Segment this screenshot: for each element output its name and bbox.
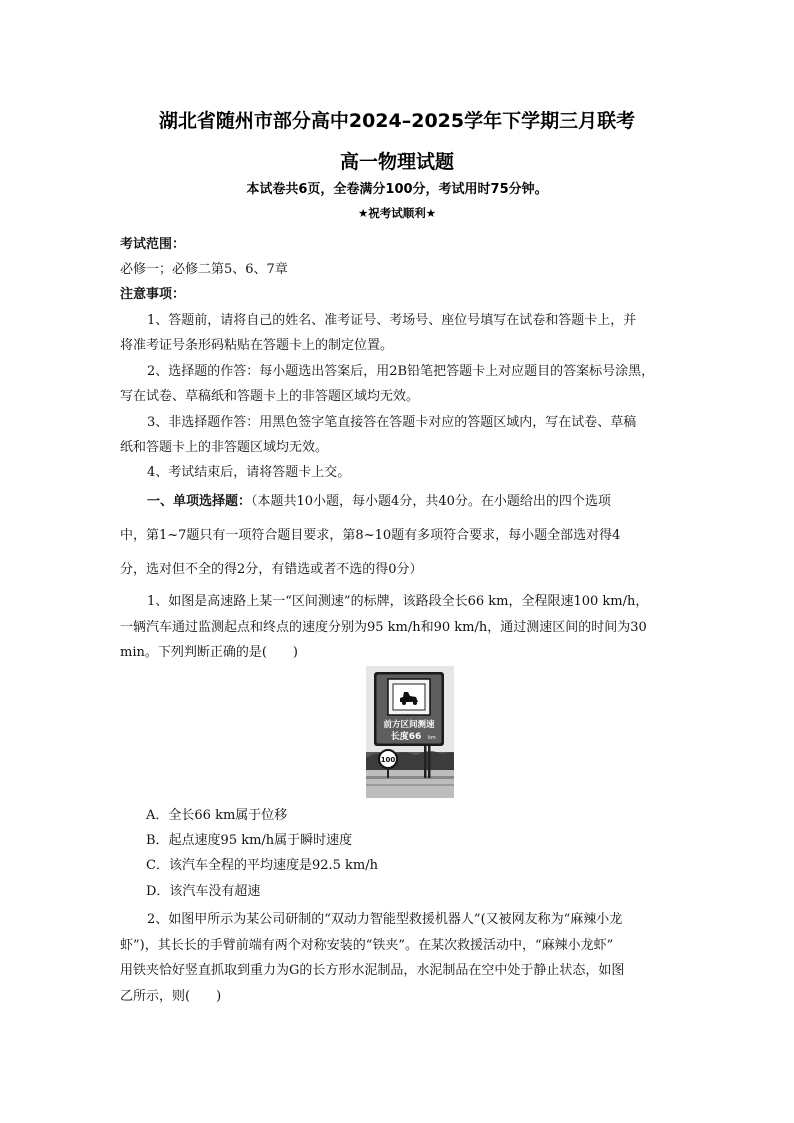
question-2-text: 用铁夹恰好竖直抓取到重力为G的长方形水泥制品，水泥制品在空中处于静止状态，如图: [120, 963, 625, 978]
note-line: 写在试卷、草稿纸和答题卡上的非答题区域均无效。: [120, 389, 420, 404]
section-rule-text: （本题共10小题，每小题4分，共40分。在小题给出的四个选项: [251, 494, 611, 509]
note-line: 4、考试结束后，请将答题卡上交。: [147, 465, 351, 480]
speed-limit-sign: 100: [380, 756, 396, 764]
option-c: C．该汽车全程的平均速度是92.5 km/h: [146, 858, 378, 873]
exam-scope-content: 必修一；必修二第5、6、7章: [120, 262, 288, 277]
option-b: B．起点速度95 km/h属于瞬时速度: [146, 833, 353, 848]
sign-text-line-1: 前方区间测速: [383, 720, 435, 730]
note-line: 2、选择题的作答：每小题选出答案后，用2B铅笔把答题卡上对应题目的答案标号涂黑，: [147, 364, 655, 379]
section-rule-line: [147, 494, 707, 510]
good-luck-note: ★祝考试顺利★: [357, 206, 437, 220]
note-line: 纸和答题卡上的非答题区域均无效。: [120, 440, 329, 455]
question-2-text: 2、如图甲所示为某公司研制的“双动力智能型救援机器人”(又被网友称为“麻辣小龙: [147, 912, 623, 927]
question-1-text: 一辆汽车通过监测起点和终点的速度分别为95 km/h和90 km/h，通过测速区间的时间为30: [120, 620, 647, 635]
section-rule-line: 中，第1~7题只有一项符合题目要求，第8~10题有多项符合要求，每小题全部选对得4: [120, 528, 621, 543]
note-line: 1、答题前，请将自己的姓名、准考证号、考场号、座位号填写在试卷和答题卡上，并: [147, 313, 637, 328]
note-line: 3、非选择题作答：用黑色签字笔直接答在答题卡对应的答题区域内，写在试卷、草稿: [147, 415, 637, 430]
sign-text-line-2: 长度66: [390, 732, 422, 742]
section-rule-line: 分，选对但不全的得2分，有错选或者不选的得0分）: [120, 562, 423, 577]
question-1-text: 1、如图是高速路上某一“区间测速”的标牌，该路段全长66 km，全程限速100 km/h，: [147, 594, 649, 609]
speed-camera-sign-photo: [366, 666, 454, 798]
option-d: D．该汽车没有超速: [146, 884, 261, 899]
sign-unit: km: [428, 735, 436, 741]
question-2-text: 虾”)，其长长的手臂前端有两个对称安装的“铁夹”。在某次救援活动中，“麻辣小龙虾”: [120, 938, 614, 953]
question-1-text: min。下列判断正确的是( ): [120, 645, 299, 660]
notes-label: 注意事项：: [120, 287, 186, 302]
subject-title: 高一物理试题: [339, 151, 454, 173]
section-heading: 一、单项选择题：: [147, 494, 252, 509]
question-2-text: 乙所示，则( ): [120, 989, 222, 1004]
exam-title: 湖北省随州市部分高中2024–2025学年下学期三月联考: [158, 110, 636, 132]
note-line: 将准考证号条形码粘贴在答题卡上的制定位置。: [120, 338, 394, 353]
exam-info: 本试卷共6页，全卷满分100分，考试用时75分钟。: [246, 182, 548, 197]
exam-scope-label: 考试范围：: [120, 237, 186, 252]
option-a: A．全长66 km属于位移: [146, 808, 288, 823]
